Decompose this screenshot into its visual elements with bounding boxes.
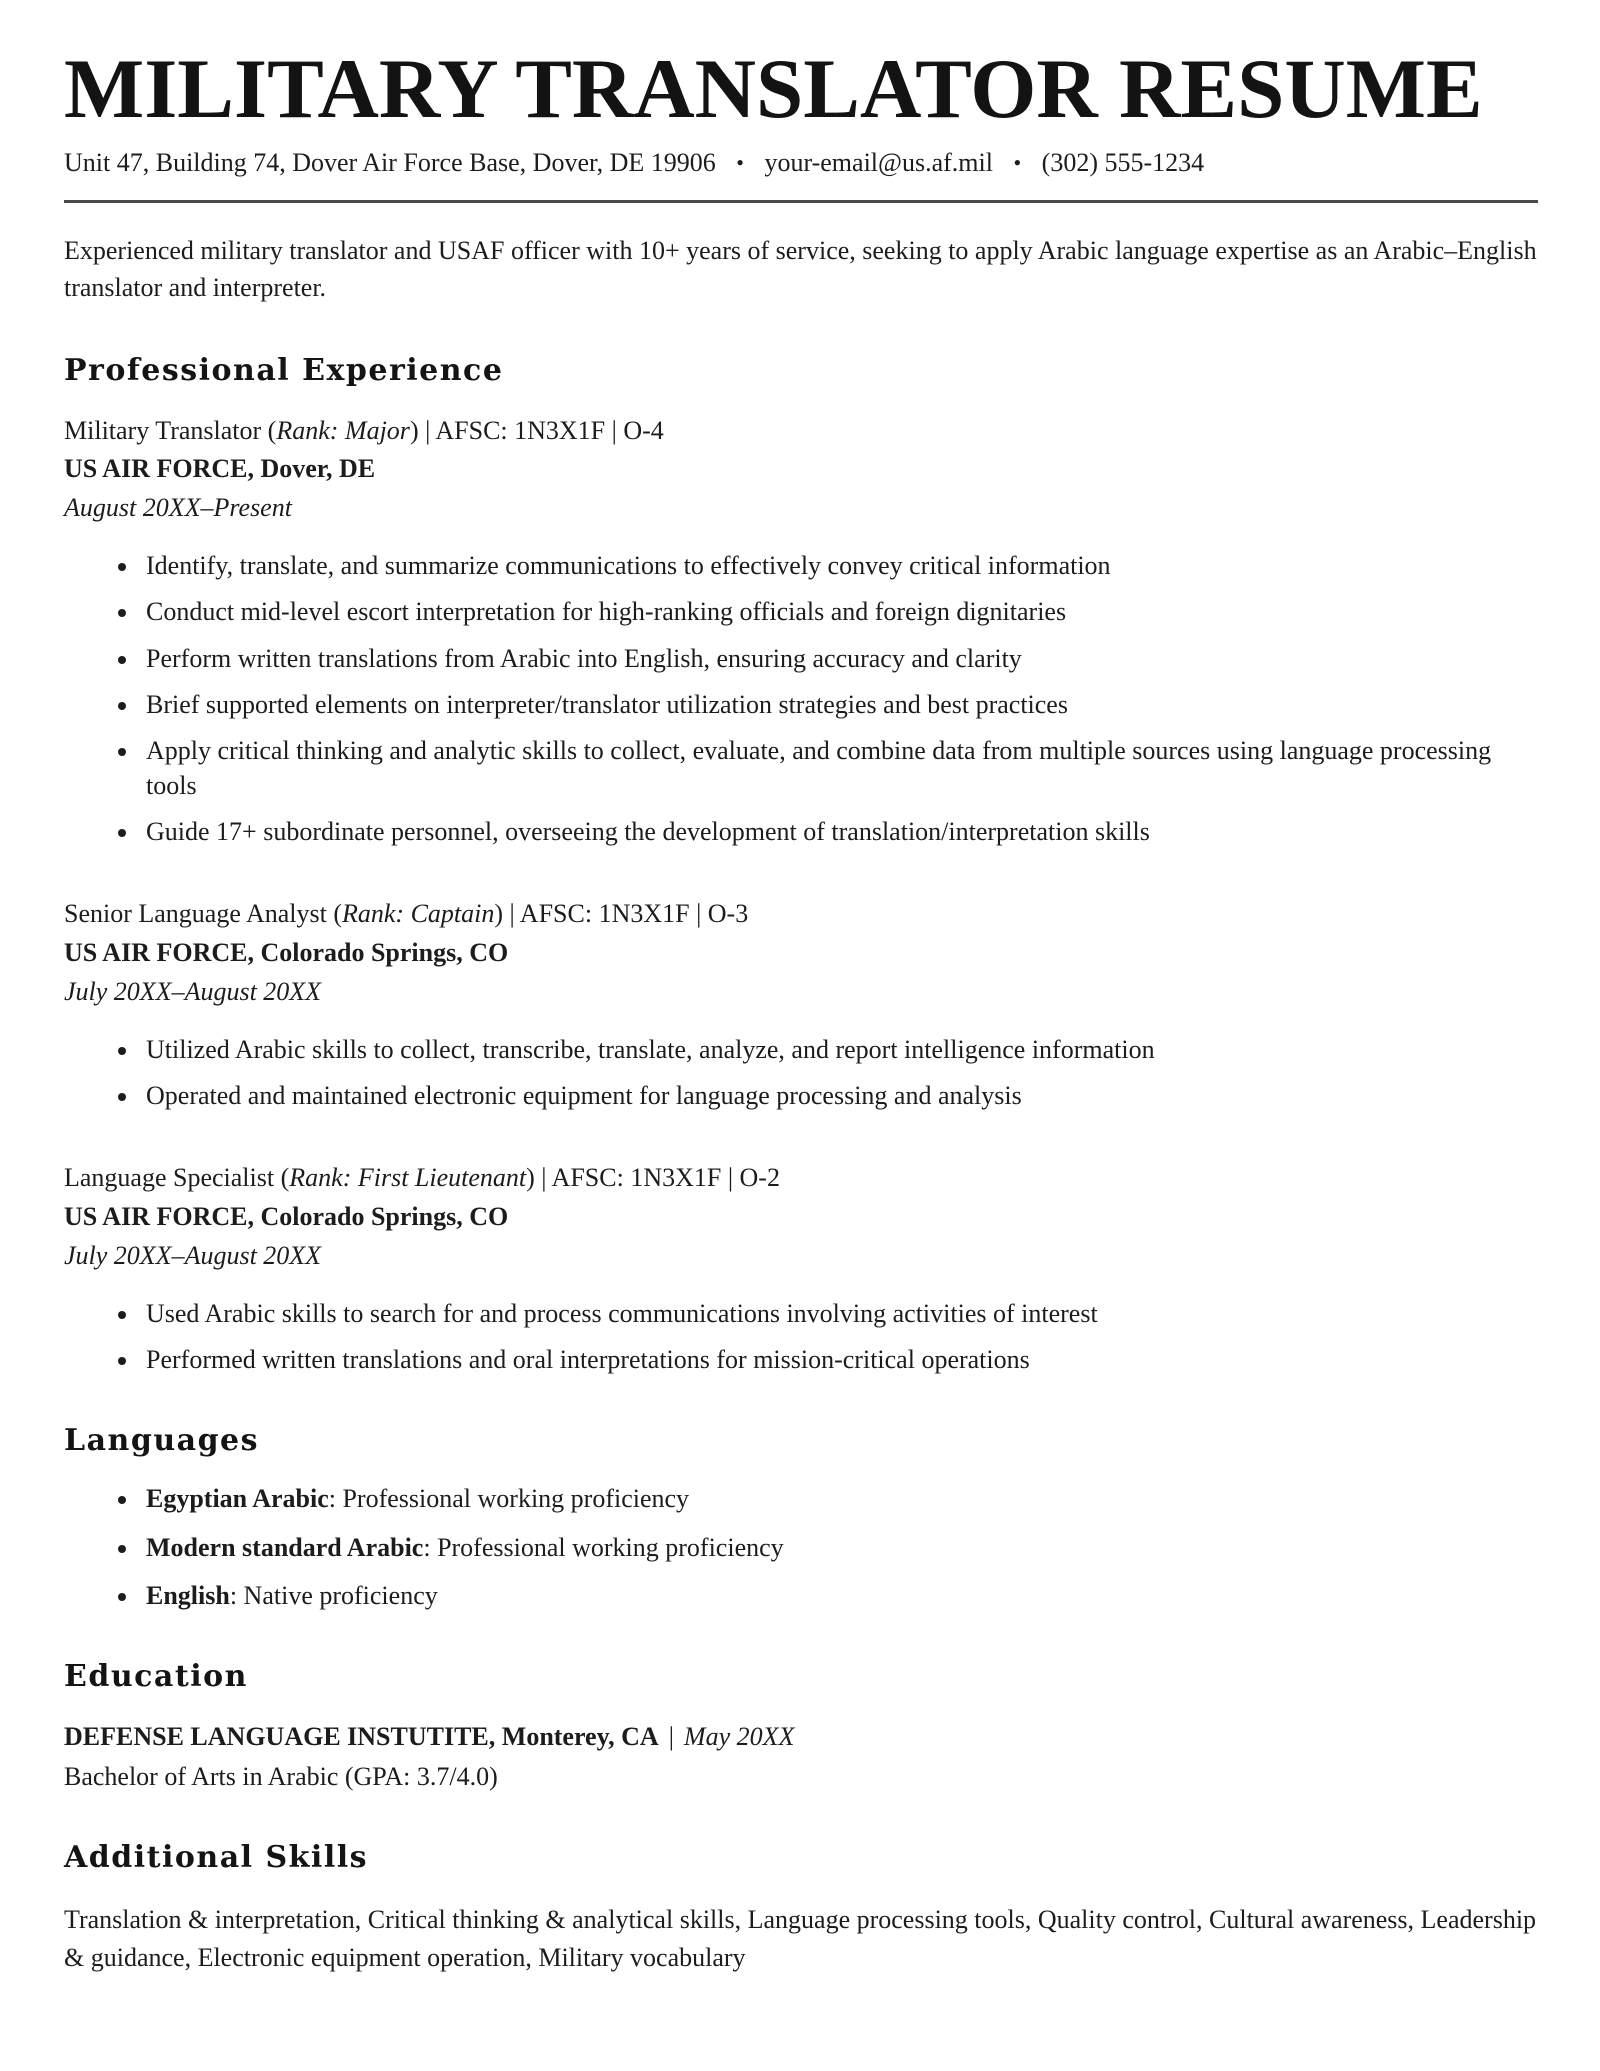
page-title: MILITARY TRANSLATOR RESUME <box>64 42 1483 136</box>
header-divider <box>64 200 1538 203</box>
job-entry-senior-language-analyst <box>64 897 1538 1113</box>
job-bullet-list <box>64 549 1538 849</box>
job-bullet: • Performed written translations and oral interpretations for mission-critical operations <box>140 1343 1536 1377</box>
job-dates: August 20XX–Present <box>64 493 292 523</box>
job-bullet: • Perform written translations from Arabic into English, ensuring accuracy and clarity <box>140 642 1536 676</box>
job-entry-military-translator <box>64 414 1538 850</box>
skills-paragraph: Translation & interpretation, Critical thinking & analytical skills, Language processing tools, Quality control, Cultural awareness, Leadership & guidance, Electronic equipment operation, Military vocabulary <box>64 1904 1537 1973</box>
job-bullet: • Identify, translate, and summarize communications to effectively convey critical information <box>140 549 1536 583</box>
language-proficiency: : Native proficiency <box>229 1580 438 1610</box>
job-bullet: • Utilized Arabic skills to collect, transcribe, translate, analyze, and report intelligence information <box>140 1033 1536 1067</box>
job-company: US AIR FORCE, Colorado Springs, CO <box>64 937 509 967</box>
section-heading-additional-skills: Additional Skills <box>64 1839 369 1875</box>
job-company: US AIR FORCE, Dover, DE <box>64 454 376 484</box>
job-title-suffix: ) | AFSC: 1N3X1F | O-4 <box>409 415 664 445</box>
summary-paragraph: Experienced military translator and USAF officer with 10+ years of service, seeking to apply Arabic language expertise as an Arabic–English translator and interpreter. <box>64 235 1537 302</box>
language-name: Modern standard Arabic <box>146 1532 424 1562</box>
job-bullet: • Used Arabic skills to search for and process communications involving activities of interest <box>140 1297 1536 1331</box>
job-title-line <box>64 414 1538 448</box>
job-title-suffix: ) | AFSC: 1N3X1F | O-2 <box>526 1163 780 1193</box>
contact-line <box>64 148 1538 178</box>
language-item <box>140 1579 1538 1613</box>
job-title-prefix: Senior Language Analyst ( <box>64 899 342 929</box>
job-title-prefix: Language Specialist ( <box>64 1163 290 1193</box>
job-entry-language-specialist <box>64 1161 1538 1377</box>
bullet-separator-icon: • <box>1013 149 1022 175</box>
job-rank: Rank: Major <box>276 415 410 445</box>
language-proficiency: : Professional working proficiency <box>423 1532 784 1562</box>
education-school-line <box>64 1720 1538 1754</box>
job-dates: July 20XX–August 20XX <box>64 1240 322 1270</box>
language-proficiency: : Professional working proficiency <box>328 1484 690 1514</box>
contact-email: your-email@us.af.mil <box>764 147 993 177</box>
bullet-separator-icon: • <box>736 149 744 175</box>
contact-phone: (302) 555-1234 <box>1041 147 1205 177</box>
language-list <box>64 1482 1538 1613</box>
contact-address: Unit 47, Building 74, Dover Air Force Base, Dover, DE 19906 <box>64 147 716 177</box>
job-bullet-list <box>64 1297 1538 1378</box>
language-item <box>140 1482 1538 1516</box>
job-rank: Rank: Captain <box>342 899 495 929</box>
job-bullet: • Apply critical thinking and analytic skills to collect, evaluate, and combine data from multiple sources using language processing tools <box>140 734 1536 803</box>
job-bullet: • Operated and maintained electronic equipment for language processing and analysis <box>140 1079 1536 1113</box>
section-heading-education: Education <box>64 1659 248 1695</box>
job-bullet: • Brief supported elements on interpreter/translator utilization strategies and best practices <box>140 688 1536 722</box>
job-title-line <box>64 897 1538 931</box>
education-degree: Bachelor of Arts in Arabic (GPA: 3.7/4.0) <box>64 1761 498 1791</box>
job-bullet-list <box>64 1033 1538 1114</box>
section-heading-languages: Languages <box>64 1423 260 1459</box>
job-bullet: • Guide 17+ subordinate personnel, overseeing the development of translation/interpretation skills <box>140 815 1536 849</box>
job-company: US AIR FORCE, Colorado Springs, CO <box>64 1202 509 1231</box>
job-rank: Rank: First Lieutenant <box>289 1163 527 1193</box>
job-bullet: • Conduct mid-level escort interpretation for high-ranking officials and foreign dignitaries <box>140 595 1536 629</box>
job-dates: July 20XX–August 20XX <box>64 976 322 1006</box>
resume-header <box>64 44 1538 203</box>
education-date: May 20XX <box>683 1722 795 1752</box>
language-name: English <box>146 1580 230 1610</box>
language-item <box>140 1531 1538 1565</box>
language-name: Egyptian Arabic <box>146 1484 329 1514</box>
section-heading-experience: Professional Experience <box>64 352 504 388</box>
education-school: DEFENSE LANGUAGE INSTUTITE, Monterey, CA <box>64 1722 659 1752</box>
job-title-prefix: Military Translator ( <box>64 415 277 445</box>
pipe-separator: | <box>668 1722 674 1752</box>
job-title-line <box>64 1161 1538 1195</box>
job-title-suffix: ) | AFSC: 1N3X1F | O-3 <box>494 899 749 929</box>
